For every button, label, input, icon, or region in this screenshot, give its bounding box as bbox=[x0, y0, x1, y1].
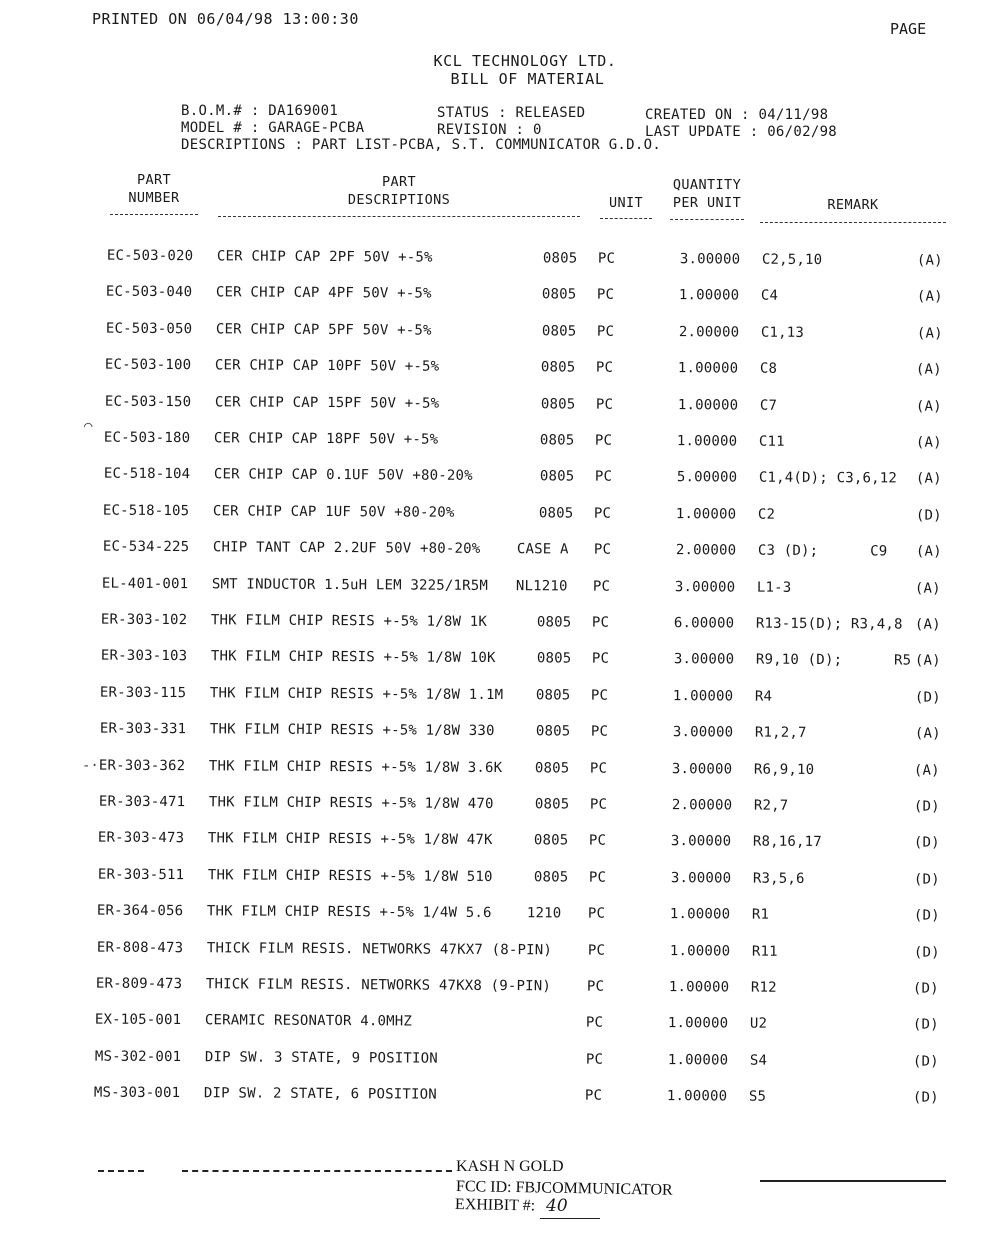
table-row bbox=[0, 1084, 1000, 1112]
scan-mark: ⌒ bbox=[84, 418, 93, 434]
unit: PC bbox=[589, 760, 608, 777]
remark-code: (A) bbox=[916, 325, 943, 342]
quantity: 1.00000 bbox=[669, 906, 731, 923]
part-description: CERAMIC RESONATOR 4.0MHZ bbox=[204, 1012, 413, 1030]
col-remark: REMARK bbox=[827, 197, 879, 213]
remark-code: (D) bbox=[912, 1016, 939, 1034]
stamp-company: KASH N GOLD bbox=[456, 1158, 564, 1175]
package: 0805 bbox=[542, 250, 578, 267]
reference-designators: R13-15(D); R3,4,8 bbox=[755, 615, 903, 633]
table-row bbox=[0, 902, 1000, 930]
reference-designators: R8,16,17 bbox=[752, 833, 823, 851]
quantity: 1.00000 bbox=[675, 505, 737, 523]
part-number: EC-503-150 bbox=[104, 393, 192, 410]
table-row bbox=[0, 757, 1000, 785]
unit: PC bbox=[596, 323, 615, 340]
unit: PC bbox=[585, 1051, 604, 1068]
reference-designators: C2,5,10 bbox=[761, 251, 823, 269]
part-description: THK FILM CHIP RESIS +-5% 1/8W 1K bbox=[210, 612, 488, 630]
stamp-fcc-id: FCC ID: FBJCOMMUNICATOR bbox=[455, 1178, 673, 1199]
reference-designators: R6,9,10 bbox=[753, 761, 815, 778]
status: STATUS : RELEASED bbox=[437, 105, 586, 121]
table-row bbox=[0, 393, 1000, 421]
stamp-exhibit-label: EXHIBIT #: bbox=[454, 1196, 536, 1215]
unit: PC bbox=[596, 287, 615, 304]
model-number: MODEL # : GARAGE-PCBA bbox=[181, 120, 365, 136]
remark-code: (D) bbox=[912, 1089, 939, 1106]
quantity: 3.00000 bbox=[674, 578, 736, 596]
quantity: 3.00000 bbox=[670, 833, 732, 850]
unit: PC bbox=[586, 978, 605, 995]
col-unit: UNIT bbox=[608, 195, 644, 211]
col-descriptions-line1: PART bbox=[381, 174, 417, 190]
reference-designators: R1 bbox=[751, 906, 770, 923]
unit: PC bbox=[591, 651, 610, 668]
rule-part bbox=[110, 214, 198, 215]
part-number: EX-105-001 bbox=[94, 1011, 182, 1029]
document-title: BILL OF MATERIAL bbox=[450, 70, 605, 88]
table-row bbox=[0, 247, 1000, 275]
remark-code: (A) bbox=[915, 434, 942, 451]
reference-designators: R3,5,6 bbox=[752, 870, 805, 887]
footer-rule bbox=[760, 1180, 946, 1182]
part-number: ER-303-471 bbox=[98, 793, 186, 811]
unit: PC bbox=[595, 359, 614, 376]
package: 0805 bbox=[540, 395, 576, 413]
part-description: THK FILM CHIP RESIS +-5% 1/8W 10K bbox=[210, 648, 496, 667]
part-number: ER-303-331 bbox=[99, 720, 187, 738]
package: CASE A bbox=[516, 541, 569, 558]
remark-code: (A) bbox=[914, 652, 941, 670]
reference-designators: C8 bbox=[759, 360, 778, 377]
table-row bbox=[0, 939, 1000, 967]
remark-code: (A) bbox=[914, 725, 941, 742]
part-number: EC-503-050 bbox=[105, 320, 193, 337]
part-number: MS-303-001 bbox=[93, 1084, 181, 1102]
part-number: ER-303-103 bbox=[100, 648, 188, 665]
footer-dash-short bbox=[98, 1170, 144, 1172]
quantity: 1.00000 bbox=[667, 1051, 729, 1069]
part-description: SMT INDUCTOR 1.5uH LEM 3225/1R5M bbox=[211, 575, 489, 594]
last-update: LAST UPDATE : 06/02/98 bbox=[645, 124, 838, 140]
remark-code: (D) bbox=[912, 980, 939, 997]
unit: PC bbox=[587, 905, 606, 922]
unit: PC bbox=[594, 469, 613, 486]
reference-designators: R2,7 bbox=[753, 797, 789, 814]
part-description: THICK FILM RESIS. NETWORKS 47KX7 (8-PIN) bbox=[206, 939, 553, 958]
package: 0805 bbox=[539, 468, 575, 485]
reference-designators: R4 bbox=[754, 688, 773, 705]
descriptions: DESCRIPTIONS : PART LIST-PCBA, S.T. COMMUNICATOR G.D.O. bbox=[181, 137, 662, 153]
unit: PC bbox=[588, 832, 607, 850]
remark-code: (D) bbox=[913, 798, 940, 815]
part-description: THK FILM CHIP RESIS +-5% 1/4W 5.6 bbox=[206, 903, 492, 922]
reference-designators: R9,10 (D); R5 bbox=[755, 652, 912, 669]
part-description: THICK FILM RESIS. NETWORKS 47KX8 (9-PIN) bbox=[205, 976, 552, 995]
package: 1210 bbox=[526, 905, 562, 922]
unit: PC bbox=[594, 432, 613, 449]
package: 0805 bbox=[535, 687, 571, 704]
table-row bbox=[0, 465, 1000, 493]
part-description: CER CHIP CAP 18PF 50V +-5% bbox=[213, 430, 439, 448]
unit: PC bbox=[592, 578, 611, 595]
scan-mark: -· bbox=[82, 758, 99, 774]
package: 0805 bbox=[541, 286, 577, 303]
remark-code: (A) bbox=[913, 762, 940, 779]
part-number: ER-809-473 bbox=[95, 975, 183, 993]
table-row bbox=[0, 320, 1000, 348]
part-description: CER CHIP CAP 2PF 50V +-5% bbox=[216, 248, 433, 266]
part-number: ER-808-473 bbox=[96, 939, 184, 956]
col-quantity-line1: QUANTITY bbox=[672, 177, 742, 193]
table-row bbox=[0, 829, 1000, 857]
rule-descriptions bbox=[218, 216, 580, 217]
remark-code: (D) bbox=[914, 689, 941, 706]
part-number: ER-303-511 bbox=[97, 866, 185, 883]
remark-code: (A) bbox=[916, 288, 943, 306]
part-description: THK FILM CHIP RESIS +-5% 1/8W 330 bbox=[209, 721, 495, 740]
reference-designators: C11 bbox=[758, 433, 785, 450]
unit: PC bbox=[589, 796, 608, 813]
part-number: ER-303-362 bbox=[98, 757, 186, 774]
package: 0805 bbox=[533, 869, 569, 886]
part-description: CER CHIP CAP 0.1UF 50V +80-20% bbox=[213, 466, 473, 485]
reference-designators: S5 bbox=[748, 1088, 767, 1105]
part-number: ER-303-473 bbox=[97, 829, 185, 847]
unit: PC bbox=[590, 723, 609, 740]
quantity: 2.00000 bbox=[671, 797, 733, 814]
part-description: THK FILM CHIP RESIS +-5% 1/8W 510 bbox=[207, 867, 493, 885]
part-number: ER-303-115 bbox=[99, 684, 187, 701]
remark-code: (D) bbox=[913, 834, 940, 852]
package: 0805 bbox=[533, 832, 569, 849]
part-description: THK FILM CHIP RESIS +-5% 1/8W 3.6K bbox=[208, 757, 503, 776]
part-description: CER CHIP CAP 4PF 50V +-5% bbox=[215, 284, 432, 303]
reference-designators: C3 (D); C9 bbox=[757, 542, 888, 560]
revision: REVISION : 0 bbox=[437, 122, 542, 138]
quantity: 1.00000 bbox=[676, 433, 738, 450]
table-row bbox=[0, 611, 1000, 639]
part-number: EC-503-100 bbox=[104, 356, 192, 374]
table-row bbox=[0, 793, 1000, 821]
package: 0805 bbox=[539, 432, 575, 449]
package: NL1210 bbox=[515, 577, 568, 595]
printed-timestamp: PRINTED ON 06/04/98 13:00:30 bbox=[92, 10, 359, 28]
part-description: CER CHIP CAP 10PF 50V +-5% bbox=[214, 357, 440, 375]
table-row bbox=[0, 538, 1000, 566]
remark-code: (A) bbox=[915, 543, 942, 560]
col-descriptions-line2: DESCRIPTIONS bbox=[347, 192, 451, 208]
quantity: 6.00000 bbox=[673, 615, 735, 632]
quantity: 3.00000 bbox=[671, 760, 733, 778]
package: 0805 bbox=[534, 759, 570, 777]
table-row bbox=[0, 975, 1000, 1003]
package: 0805 bbox=[535, 723, 571, 740]
col-quantity-line2: PER UNIT bbox=[672, 195, 742, 211]
reference-designators: U2 bbox=[749, 1015, 768, 1033]
part-description: CER CHIP CAP 1UF 50V +80-20% bbox=[212, 503, 455, 521]
part-description: THK FILM CHIP RESIS +-5% 1/8W 470 bbox=[208, 794, 494, 813]
package: 0805 bbox=[536, 650, 572, 667]
page-label: PAGE bbox=[890, 20, 927, 38]
remark-code: (A) bbox=[915, 398, 942, 415]
package: 0805 bbox=[538, 505, 574, 522]
remark-code: (A) bbox=[914, 616, 941, 633]
remark-code: (D) bbox=[913, 871, 940, 888]
unit: PC bbox=[595, 396, 614, 413]
remark-code: (D) bbox=[915, 507, 942, 524]
unit: PC bbox=[593, 541, 612, 558]
reference-designators: L1-3 bbox=[756, 579, 792, 596]
table-row bbox=[0, 1048, 1000, 1076]
col-part-number-line2: NUMBER bbox=[128, 190, 180, 206]
part-number: MS-302-001 bbox=[94, 1048, 182, 1065]
reference-designators: C1,13 bbox=[760, 324, 805, 341]
remark-code: (A) bbox=[915, 361, 942, 378]
part-number: EC-503-020 bbox=[106, 247, 194, 265]
created-on: CREATED ON : 04/11/98 bbox=[645, 107, 829, 123]
rule-unit bbox=[600, 218, 652, 219]
quantity: 5.00000 bbox=[676, 469, 738, 486]
part-number: EL-401-001 bbox=[101, 575, 189, 592]
part-description: DIP SW. 2 STATE, 6 POSITION bbox=[203, 1085, 437, 1103]
quantity: 1.00000 bbox=[672, 687, 734, 705]
quantity: 3.00000 bbox=[673, 651, 735, 668]
remark-code: (D) bbox=[913, 907, 940, 924]
bom-number: B.O.M.# : DA169001 bbox=[181, 103, 339, 119]
remark-code: (D) bbox=[913, 944, 940, 961]
col-part-number-line1: PART bbox=[136, 172, 172, 188]
part-number: EC-518-105 bbox=[102, 502, 190, 519]
unit: PC bbox=[588, 869, 607, 886]
table-row bbox=[0, 429, 1000, 457]
exhibit-underline bbox=[540, 1218, 600, 1219]
package: 0805 bbox=[541, 323, 577, 340]
part-description: THK FILM CHIP RESIS +-5% 1/8W 47K bbox=[207, 830, 493, 849]
table-row bbox=[0, 575, 1000, 603]
unit: PC bbox=[587, 942, 606, 959]
remark-code: (D) bbox=[912, 1053, 939, 1070]
exhibit-number: 40 bbox=[546, 1196, 568, 1216]
quantity: 1.00000 bbox=[667, 1015, 729, 1032]
quantity: 1.00000 bbox=[668, 979, 730, 996]
table-row bbox=[0, 283, 1000, 311]
part-number: ER-364-056 bbox=[96, 902, 184, 920]
table-row bbox=[0, 502, 1000, 530]
unit: PC bbox=[593, 505, 612, 522]
reference-designators: C1,4(D); C3,6,12 bbox=[758, 470, 898, 487]
quantity: 1.00000 bbox=[677, 396, 739, 414]
part-description: CER CHIP CAP 15PF 50V +-5% bbox=[214, 393, 440, 412]
part-description: CER CHIP CAP 5PF 50V +-5% bbox=[215, 321, 432, 339]
reference-designators: R12 bbox=[750, 979, 777, 996]
quantity: 1.00000 bbox=[678, 287, 740, 304]
package: 0805 bbox=[536, 614, 572, 631]
reference-designators: C4 bbox=[760, 288, 779, 305]
unit: PC bbox=[584, 1087, 603, 1104]
unit: PC bbox=[590, 687, 609, 704]
reference-designators: S4 bbox=[749, 1052, 768, 1069]
table-row bbox=[0, 866, 1000, 894]
part-number: EC-503-040 bbox=[105, 284, 193, 301]
quantity: 3.00000 bbox=[679, 251, 741, 268]
remark-code: (A) bbox=[916, 252, 943, 269]
unit: PC bbox=[591, 614, 610, 631]
reference-designators: R1,2,7 bbox=[754, 724, 807, 742]
quantity: 1.00000 bbox=[677, 360, 739, 377]
part-number: EC-503-180 bbox=[103, 429, 191, 447]
rule-remark bbox=[760, 222, 946, 223]
table-row bbox=[0, 1011, 1000, 1039]
quantity: 1.00000 bbox=[666, 1088, 728, 1105]
reference-designators: R11 bbox=[751, 943, 778, 960]
table-row bbox=[0, 684, 1000, 712]
company-name: KCL TECHNOLOGY LTD. bbox=[433, 52, 617, 70]
package: 0805 bbox=[540, 359, 576, 376]
rule-quantity bbox=[670, 219, 744, 220]
quantity: 1.00000 bbox=[669, 942, 731, 960]
quantity: 3.00000 bbox=[670, 869, 732, 887]
part-description: THK FILM CHIP RESIS +-5% 1/8W 1.1M bbox=[209, 685, 504, 703]
footer-dash-long bbox=[182, 1170, 452, 1172]
reference-designators: C2 bbox=[757, 506, 776, 523]
reference-designators: C7 bbox=[759, 397, 778, 414]
part-description: CHIP TANT CAP 2.2UF 50V +80-20% bbox=[212, 539, 481, 558]
part-number: EC-534-225 bbox=[102, 538, 190, 556]
part-number: ER-303-102 bbox=[100, 611, 188, 629]
table-row bbox=[0, 356, 1000, 384]
unit: PC bbox=[597, 250, 616, 267]
table-row bbox=[0, 720, 1000, 748]
remark-code: (A) bbox=[914, 580, 941, 597]
quantity: 3.00000 bbox=[672, 724, 734, 741]
part-description: DIP SW. 3 STATE, 9 POSITION bbox=[204, 1049, 438, 1067]
quantity: 2.00000 bbox=[678, 323, 740, 341]
part-number: EC-518-104 bbox=[103, 466, 191, 483]
unit: PC bbox=[585, 1014, 604, 1032]
quantity: 2.00000 bbox=[675, 542, 737, 559]
table-row bbox=[0, 647, 1000, 675]
remark-code: (A) bbox=[915, 470, 942, 488]
package: 0805 bbox=[534, 796, 570, 813]
